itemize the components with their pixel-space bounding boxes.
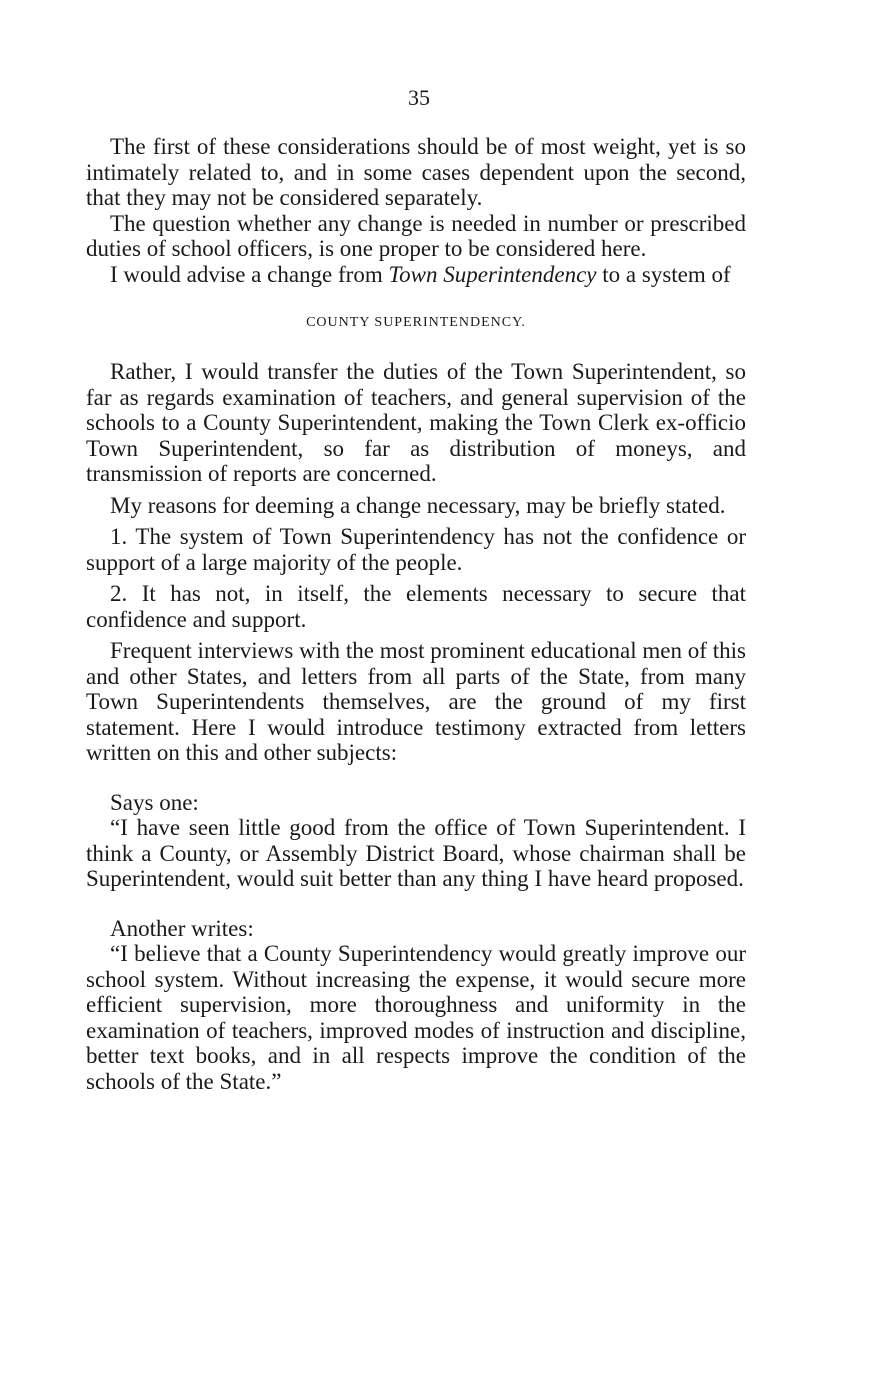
paragraph-considerations: The first of these considerations should be of most weight, yet is so intimately related to, and in some cases dependent upon the second, that they may not be considered separately. [86,134,746,210]
advise-text-after: to a system of [596,261,731,287]
document-page [86,84,746,1094]
paragraph-transfer-duties: Rather, I would transfer the duties of the Town Superintendent, so far as regards examination of teachers, and general supervision of the schools to a County Superintendent, making the Town Clerk ex-officio Town Superintendent, so far as distribution of moneys, and transmission of reports are concerned. [86,359,746,486]
says-one-label: Says one: [110,789,199,815]
paragraph-reasons: My reasons for deeming a change necessary, may be briefly stated. [110,492,726,518]
quote-first: “I have seen little good from the office of Town Superintendent. I think a County, or Assembly District Board, whose chairman shall be Superintendent, would suit better than any thing I have heard proposed. [86,815,746,891]
paragraph-interviews: Frequent interviews with the most prominent educational men of this and other States, and letters from all parts of the State, from many Town Superintendents themselves, are the ground of my first statement. Here I would introduce testimony extracted from letters written on this and other subjects: [86,638,746,765]
paragraph-question: The question whether any change is needed in number or prescribed duties of school officers, is one proper to be considered here. [86,210,746,261]
paragraph-reason-two: 2. It has not, in itself, the elements necessary to secure that confidence and support. [86,581,746,632]
page-number: 35 [408,85,430,110]
paragraph-advise-change [86,262,746,288]
advise-text-before: I would advise a change from [110,261,389,287]
another-writes-label: Another writes: [110,915,254,941]
paragraph-reason-one: 1. The system of Town Superintendency has not the confidence or support of a large majority of the people. [86,524,746,575]
quote-second: “I believe that a County Superintendency would greatly improve our school system. Without increasing the expense, it would secure more efficient supervision, more thoroughness and uniformity in the examination of teachers, improved modes of instruction and discipline, better text books, and in all respects improve the condition of the schools of the State.” [86,941,746,1094]
advise-text-emphasis: Town Superintendency [388,261,597,287]
section-heading: COUNTY SUPERINTENDENCY. [306,315,526,330]
